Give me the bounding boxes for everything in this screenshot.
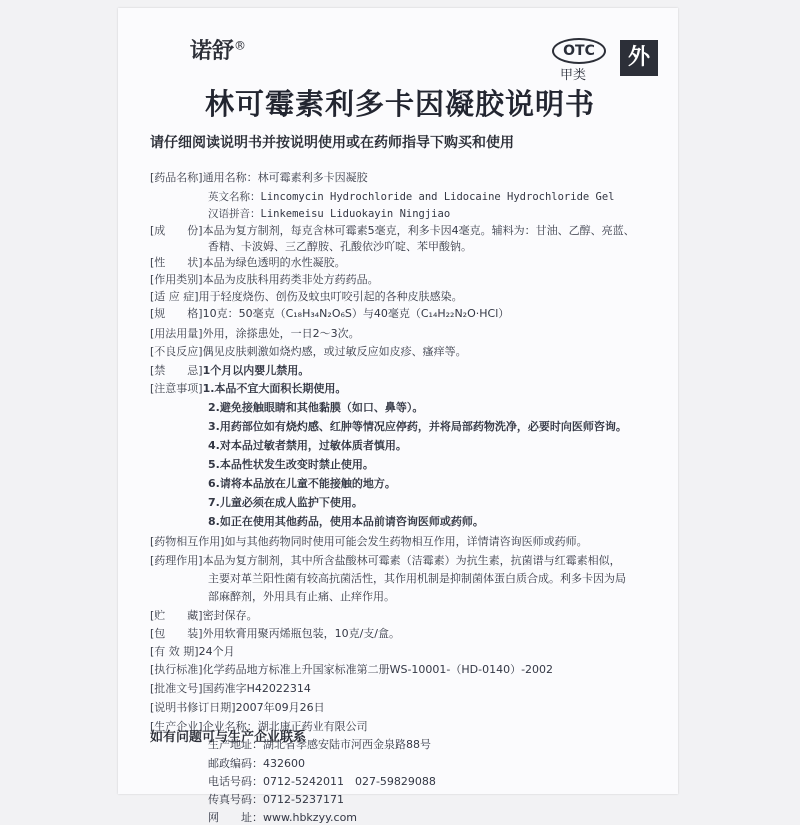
approval-text: 国药准字H42022314 bbox=[202, 682, 311, 695]
precaution-item: 6.请将本品放在儿童不能接触的地方。 bbox=[208, 477, 396, 490]
precautions-label: [注意事项] bbox=[150, 382, 203, 395]
composition-text-2: 香精、卡波姆、三乙醇胺、孔酸依沙吖啶、苯甲酸钠。 bbox=[208, 240, 472, 253]
action-category-text: 本品为皮肤科用药类非处方药药品。 bbox=[202, 273, 379, 286]
precaution-item: 4.对本品过敏者禁用，过敏体质者慎用。 bbox=[208, 439, 407, 452]
interaction-row bbox=[150, 535, 588, 549]
company-fax: 传真号码：0712-5237171 bbox=[208, 793, 344, 806]
action-category-row bbox=[150, 273, 379, 287]
specification-row bbox=[150, 307, 509, 321]
indication-row bbox=[150, 290, 463, 304]
precaution-item: 1.本品不宜大面积长期使用。 bbox=[202, 382, 347, 395]
external-use-badge: 外 bbox=[620, 40, 658, 76]
composition-text-1: 本品为复方制剂，每克含林可霉素5毫克，利多卡因4毫克。辅料为：甘油、乙醇、亮蓝、 bbox=[202, 224, 635, 237]
storage-label: [贮 藏] bbox=[150, 609, 203, 622]
contraindication-text: 1个月以内婴儿禁用。 bbox=[202, 364, 310, 377]
usage-notice: 请仔细阅读说明书并按说明使用或在药师指导下购买和使用 bbox=[150, 135, 514, 151]
company-name: 企业名称：湖北康正药业有限公司 bbox=[202, 720, 368, 733]
manufacturer-label: [生产企业] bbox=[150, 720, 203, 733]
specification-label: [规 格] bbox=[150, 307, 203, 320]
contraindication-row bbox=[150, 364, 309, 378]
company-address: 生产地址：湖北省孝感安陆市河西金泉路88号 bbox=[208, 738, 431, 751]
revision-label: [说明书修订日期] bbox=[150, 701, 236, 714]
contraindication-label: [禁 忌] bbox=[150, 364, 203, 377]
company-phone: 电话号码：0712-5242011 027-59829088 bbox=[208, 775, 436, 788]
specification-text: 10克：50毫克（C₁₈H₃₄N₂O₆S）与40毫克（C₁₄H₂₂N₂O·HCl） bbox=[202, 307, 510, 320]
storage-row bbox=[150, 609, 258, 623]
page-title: 林可霉素利多卡因凝胶说明书 bbox=[204, 87, 595, 121]
storage-text: 密封保存。 bbox=[202, 609, 258, 622]
usage-label: [用法用量] bbox=[150, 327, 203, 340]
brand-name: 诺舒 bbox=[190, 38, 235, 64]
property-text: 本品为绿色透明的水性凝胶。 bbox=[202, 256, 346, 269]
interaction-label: [药物相互作用] bbox=[150, 535, 225, 548]
composition-row bbox=[150, 224, 635, 238]
usage-text: 外用，涂搽患处，一日2～3次。 bbox=[202, 327, 360, 340]
brand-logo bbox=[190, 34, 246, 65]
registered-mark: ® bbox=[234, 38, 247, 53]
composition-label: [成 份] bbox=[150, 224, 203, 237]
drug-name-row bbox=[150, 171, 368, 185]
indication-text: 用于轻度烧伤、创伤及蚊虫叮咬引起的各种皮肤感染。 bbox=[198, 290, 463, 303]
package-row bbox=[150, 627, 400, 641]
company-website: 网 址：www.hbkzyy.com bbox=[208, 811, 358, 824]
otc-badge: OTC bbox=[552, 38, 606, 64]
precautions-row bbox=[150, 382, 346, 396]
standard-label: [执行标准] bbox=[150, 663, 203, 676]
adverse-text: 偶见皮肤刺激如烧灼感，或过敏反应如皮疹、瘙痒等。 bbox=[202, 345, 467, 358]
property-label: [性 状] bbox=[150, 256, 203, 269]
indication-label: [适 应 症] bbox=[150, 290, 199, 303]
package-text: 外用软膏用聚丙烯瓶包装，10克/支/盒。 bbox=[202, 627, 401, 640]
approval-label: [批准文号] bbox=[150, 682, 203, 695]
category-label: 甲类 bbox=[560, 68, 587, 83]
revision-text: 2007年09月26日 bbox=[235, 701, 325, 714]
standard-row bbox=[150, 663, 553, 677]
english-name: 英文名称：Lincomycin Hydrochloride and Lidocaine Hydrochloride Gel bbox=[208, 191, 615, 203]
usage-row bbox=[150, 327, 360, 341]
company-postcode: 邮政编码：432600 bbox=[208, 757, 305, 770]
pharmacology-label: [药理作用] bbox=[150, 554, 203, 567]
adverse-label: [不良反应] bbox=[150, 345, 203, 358]
package-label: [包 装] bbox=[150, 627, 203, 640]
interaction-text: 如与其他药物同时使用可能会发生药物相互作用，详情请咨询医师或药师。 bbox=[224, 535, 588, 548]
precaution-item: 2.避免接触眼睛和其他黏膜（如口、鼻等）。 bbox=[208, 401, 424, 414]
generic-name: 通用名称：林可霉素利多卡因凝胶 bbox=[202, 171, 368, 184]
standard-text: 化学药品地方标准上升国家标准第二册WS-10001-（HD-0140）-2002 bbox=[202, 663, 554, 676]
property-row bbox=[150, 256, 346, 270]
precaution-item: 3.用药部位如有烧灼感、红肿等情况应停药，并将局部药物洗净，必要时向医师咨询。 bbox=[208, 420, 627, 433]
adverse-row bbox=[150, 345, 467, 359]
pharmacology-text-3: 部麻醉剂，外用具有止痛、止痒作用。 bbox=[208, 590, 395, 603]
approval-row bbox=[150, 682, 311, 696]
precaution-item: 7.儿童必须在成人监护下使用。 bbox=[208, 496, 363, 509]
pharmacology-text-2: 主要对革兰阳性菌有较高抗菌活性，其作用机制是抑制菌体蛋白质合成。利多卡因为局 bbox=[208, 572, 626, 585]
drug-name-label: [药品名称] bbox=[150, 171, 203, 184]
revision-row bbox=[150, 701, 325, 715]
precaution-item: 8.如正在使用其他药品，使用本品前请咨询医师或药师。 bbox=[208, 515, 484, 528]
precaution-item: 5.本品性状发生改变时禁止使用。 bbox=[208, 458, 374, 471]
pharmacology-text-1: 本品为复方制剂，其中所含盐酸林可霉素（洁霉素）为抗生素，抗菌谱与红霉素相似， bbox=[202, 554, 621, 567]
pinyin-name: 汉语拼音：Linkemeisu Liduokayin Ningjiao bbox=[208, 208, 451, 220]
pharmacology-row bbox=[150, 554, 621, 568]
validity-row bbox=[150, 645, 235, 659]
validity-text: 24个月 bbox=[198, 645, 235, 658]
validity-label: [有 效 期] bbox=[150, 645, 199, 658]
action-category-label: [作用类别] bbox=[150, 273, 203, 286]
footer-contact-note: 如有问题可与生产企业联系 bbox=[150, 730, 307, 745]
